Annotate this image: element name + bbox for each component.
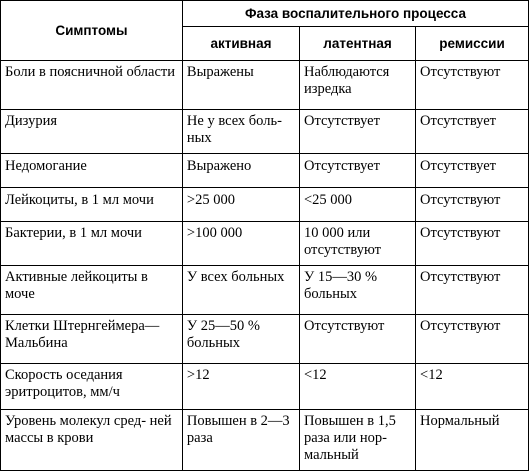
cell-latent: Отсутствует [300, 110, 416, 154]
cell-symptom: Бактерии, в 1 мл мочи [1, 222, 183, 266]
header-latent: латентная [300, 27, 416, 61]
table-row [1, 61, 529, 110]
cell-remission: Отсутствуют [416, 61, 529, 110]
cell-active: >100 000 [182, 222, 299, 266]
cell-latent: Отсутствуют [300, 315, 416, 364]
table-row [1, 315, 529, 364]
table-row [1, 364, 529, 410]
cell-latent: У 15—30 % больных [300, 266, 416, 315]
cell-remission: Отсутствует [416, 154, 529, 188]
cell-symptom: Уровень молекул сред- ней массы в крови [1, 410, 183, 471]
cell-active: Выражены [182, 61, 299, 110]
cell-active: Не у всех боль- ных [182, 110, 299, 154]
table-row [1, 266, 529, 315]
cell-remission: Отсутствуют [416, 188, 529, 222]
cell-latent: <12 [300, 364, 416, 410]
cell-symptom: Лейкоциты, в 1 мл мочи [1, 188, 183, 222]
cell-remission: Отсутствуют [416, 222, 529, 266]
cell-active: >12 [182, 364, 299, 410]
cell-active: Повышен в 2—3 раза [182, 410, 299, 471]
cell-active: У всех больных [182, 266, 299, 315]
table-row [1, 154, 529, 188]
table-row [1, 110, 529, 154]
table-row [1, 410, 529, 471]
cell-remission: Отсутствуют [416, 315, 529, 364]
cell-latent: Повышен в 1,5 раза или нор- мальный [300, 410, 416, 471]
cell-remission: <12 [416, 364, 529, 410]
cell-symptom: Клетки Штернгеймера— Мальбина [1, 315, 183, 364]
cell-active: Выражено [182, 154, 299, 188]
cell-latent: Наблюдаются изредка [300, 61, 416, 110]
cell-latent: <25 000 [300, 188, 416, 222]
header-remission: ремиссии [416, 27, 529, 61]
header-active: активная [182, 27, 299, 61]
cell-remission: Нормальный [416, 410, 529, 471]
cell-symptom: Боли в поясничной области [1, 61, 183, 110]
cell-symptom: Недомогание [1, 154, 183, 188]
cell-symptom: Дизурия [1, 110, 183, 154]
header-phase: Фаза воспалительного процесса [182, 1, 528, 27]
cell-remission: Отсутствуют [416, 266, 529, 315]
table-row [1, 222, 529, 266]
table-row [1, 188, 529, 222]
cell-active: У 25—50 % больных [182, 315, 299, 364]
cell-remission: Отсутствует [416, 110, 529, 154]
cell-latent: 10 000 или отсутствуют [300, 222, 416, 266]
cell-active: >25 000 [182, 188, 299, 222]
cell-symptom: Активные лейкоциты в моче [1, 266, 183, 315]
cell-latent: Отсутствует [300, 154, 416, 188]
header-symptoms: Симптомы [1, 1, 183, 61]
cell-symptom: Скорость оседания эритроцитов, мм/ч [1, 364, 183, 410]
